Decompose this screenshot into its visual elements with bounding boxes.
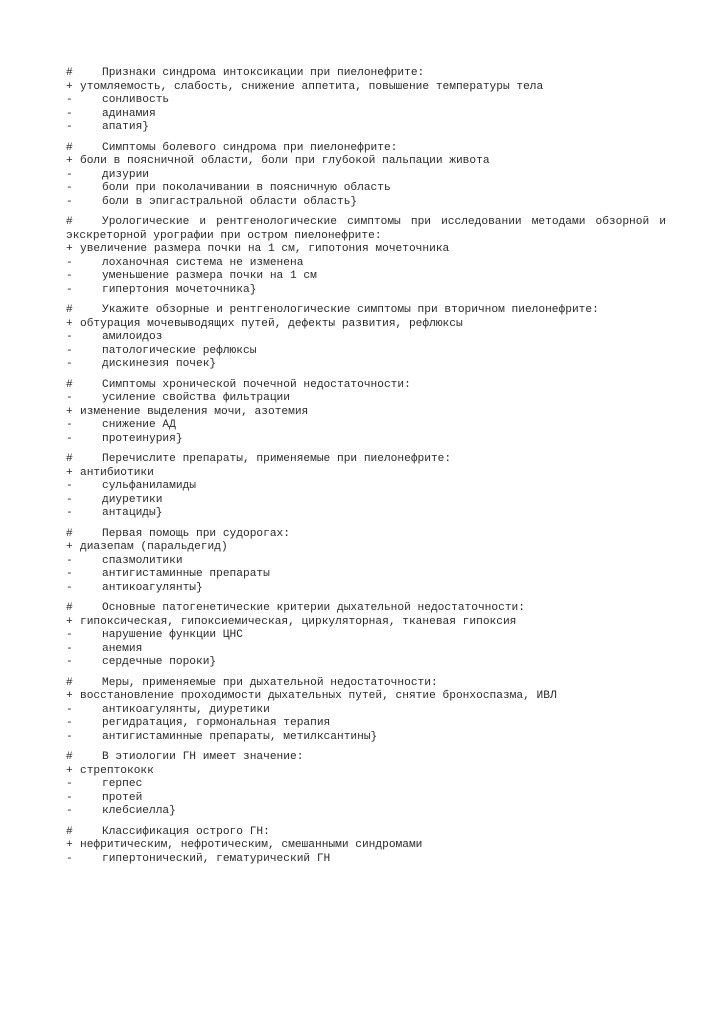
- question-block: [66, 379, 666, 447]
- wrong-marker: -: [66, 256, 73, 269]
- wrong-marker: -: [66, 182, 73, 194]
- correct-answer: [66, 541, 666, 555]
- wrong-answer: [66, 433, 666, 447]
- correct-answer: [66, 406, 666, 420]
- question-line: [66, 528, 666, 542]
- answer-text: боли при поколачивании в поясничную область: [102, 182, 391, 194]
- wrong-marker: -: [66, 480, 73, 492]
- answer-text: патологические рефлюксы: [102, 344, 257, 357]
- question-marker: #: [66, 602, 73, 614]
- answer-text: антибиотики: [80, 466, 154, 479]
- correct-answer: [66, 318, 666, 332]
- wrong-marker: -: [66, 805, 73, 817]
- wrong-marker: -: [66, 852, 73, 865]
- question-text: Перечислите препараты, применяемые при пиелонефрите:: [102, 453, 452, 465]
- question-block: [66, 826, 666, 867]
- question-marker: #: [66, 453, 73, 465]
- wrong-marker: -: [66, 168, 73, 181]
- correct-answer: [66, 765, 666, 779]
- answer-text: протей: [102, 791, 143, 804]
- wrong-marker: -: [66, 331, 73, 343]
- answer-text: диуретики: [102, 493, 163, 506]
- answer-text: сульфаниламиды: [102, 480, 196, 492]
- question-line: [66, 142, 666, 156]
- answer-text: усиление свойства фильтрации: [102, 392, 290, 404]
- question-text: Классификация острого ГН:: [102, 825, 270, 838]
- answer-text: протеинурия}: [102, 432, 183, 445]
- answer-text: антикоагулянты}: [102, 581, 203, 594]
- wrong-marker: -: [66, 344, 73, 357]
- wrong-answer: [66, 182, 666, 196]
- question-line: [66, 826, 666, 840]
- wrong-marker: -: [66, 703, 73, 716]
- question-marker: #: [66, 378, 73, 391]
- question-text: Признаки синдрома интоксикации при пиелонефрите:: [102, 67, 425, 79]
- question-text: Основные патогенетические критерии дыхательной недостаточности:: [102, 602, 525, 614]
- wrong-marker: -: [66, 656, 73, 668]
- question-text: Симптомы болевого синдрома при пиелонефрите:: [102, 141, 398, 154]
- wrong-answer: [66, 643, 666, 657]
- question-marker: #: [66, 751, 73, 763]
- answer-text: апатия}: [102, 121, 149, 133]
- correct-answer: [66, 467, 666, 481]
- wrong-marker: -: [66, 717, 73, 729]
- wrong-marker: -: [66, 358, 73, 370]
- question-block: [66, 67, 666, 135]
- document-page: [66, 67, 666, 873]
- question-marker: #: [66, 676, 73, 689]
- correct-marker: +: [66, 615, 73, 628]
- answer-text: спазмолитики: [102, 554, 183, 567]
- wrong-marker: -: [66, 730, 73, 743]
- question-block: [66, 528, 666, 596]
- answer-text: боли в поясничной области, боли при глубокой пальпации живота: [80, 155, 490, 167]
- correct-marker: +: [66, 764, 73, 777]
- correct-marker: +: [66, 690, 73, 702]
- correct-answer: [66, 243, 666, 257]
- question-text: Первая помощь при судорогах:: [102, 527, 290, 540]
- answer-text: сердечные пороки}: [102, 656, 217, 668]
- wrong-marker: -: [66, 432, 73, 445]
- question-block: [66, 304, 666, 372]
- wrong-answer: [66, 169, 666, 183]
- question-marker: #: [66, 527, 73, 540]
- wrong-marker: -: [66, 121, 73, 133]
- question-block: [66, 677, 666, 745]
- wrong-answer: [66, 555, 666, 569]
- question-marker: #: [66, 304, 73, 316]
- wrong-answer: [66, 805, 666, 819]
- question-line: [66, 677, 666, 691]
- question-line: [66, 602, 666, 616]
- correct-marker: +: [66, 541, 73, 553]
- answer-text: амилоидоз: [102, 331, 163, 343]
- answer-text: регидратация, гормональная терапия: [102, 717, 331, 729]
- wrong-answer: [66, 94, 666, 108]
- answer-text: сонливость: [102, 94, 170, 106]
- answer-text: гипоксическая, гипоксиемическая, циркуляторная, тканевая гипоксия: [80, 615, 517, 628]
- answer-text: утомляемость, слабость, снижение аппетита, повышение температуры тела: [80, 80, 544, 93]
- question-block: [66, 751, 666, 819]
- wrong-marker: -: [66, 392, 73, 404]
- answer-text: лоханочная система не изменена: [102, 256, 304, 269]
- wrong-marker: -: [66, 791, 73, 804]
- wrong-answer: [66, 853, 666, 867]
- wrong-answer: [66, 731, 666, 745]
- question-line: [66, 379, 666, 393]
- answer-text: антигистаминные препараты, метилксантины}: [102, 730, 378, 743]
- answer-text: антациды}: [102, 507, 163, 519]
- question-text: Урологические и рентгенологические симптомы при исследовании методами обзорной и экскреторной урографии при остром пиелонефрите:: [66, 216, 666, 242]
- correct-marker: +: [66, 466, 73, 479]
- wrong-answer: [66, 345, 666, 359]
- question-block: [66, 216, 666, 297]
- wrong-marker: -: [66, 629, 73, 641]
- question-block: [66, 453, 666, 521]
- question-line: [66, 751, 666, 765]
- wrong-answer: [66, 704, 666, 718]
- correct-marker: +: [66, 317, 73, 330]
- wrong-answer: [66, 108, 666, 122]
- answer-text: снижение АД: [102, 419, 176, 431]
- answer-text: боли в эпигастральной области область}: [102, 195, 358, 208]
- wrong-answer: [66, 257, 666, 271]
- wrong-marker: -: [66, 568, 73, 580]
- wrong-answer: [66, 284, 666, 298]
- wrong-answer: [66, 331, 666, 345]
- wrong-marker: -: [66, 778, 73, 790]
- question-block: [66, 142, 666, 210]
- question-marker: #: [66, 825, 73, 838]
- wrong-answer: [66, 196, 666, 210]
- wrong-marker: -: [66, 195, 73, 208]
- answer-text: герпес: [102, 778, 143, 790]
- wrong-answer: [66, 568, 666, 582]
- correct-answer: [66, 690, 666, 704]
- question-text: Меры, применяемые при дыхательной недостаточности:: [102, 676, 438, 689]
- correct-answer: [66, 616, 666, 630]
- correct-answer: [66, 839, 666, 853]
- wrong-marker: -: [66, 554, 73, 567]
- wrong-marker: -: [66, 507, 73, 519]
- question-marker: #: [66, 216, 73, 228]
- question-line: [66, 67, 666, 81]
- wrong-marker: -: [66, 283, 73, 296]
- wrong-answer: [66, 358, 666, 372]
- wrong-answer: [66, 629, 666, 643]
- wrong-answer: [66, 656, 666, 670]
- wrong-answer: [66, 121, 666, 135]
- wrong-answer: [66, 778, 666, 792]
- correct-answer: [66, 81, 666, 95]
- wrong-marker: -: [66, 581, 73, 594]
- answer-text: антикоагулянты, диуретики: [102, 703, 270, 716]
- answer-text: анемия: [102, 642, 143, 655]
- wrong-answer: [66, 419, 666, 433]
- correct-marker: +: [66, 405, 73, 418]
- wrong-marker: -: [66, 493, 73, 506]
- wrong-answer: [66, 480, 666, 494]
- wrong-answer: [66, 392, 666, 406]
- answer-text: гипертония мочеточника}: [102, 283, 257, 296]
- question-text: В этиологии ГН имеет значение:: [102, 751, 304, 763]
- question-text: Симптомы хронической почечной недостаточности:: [102, 378, 411, 391]
- question-marker: #: [66, 141, 73, 154]
- wrong-answer: [66, 582, 666, 596]
- answer-text: адинамия: [102, 107, 156, 120]
- answer-text: клебсиелла}: [102, 805, 176, 817]
- correct-answer: [66, 155, 666, 169]
- wrong-answer: [66, 717, 666, 731]
- answer-text: нефритическим, нефротическим, смешанными синдромами: [80, 839, 423, 851]
- correct-marker: +: [66, 155, 73, 167]
- wrong-answer: [66, 270, 666, 284]
- answer-text: уменьшение размера почки на 1 см: [102, 270, 317, 282]
- wrong-answer: [66, 792, 666, 806]
- question-line: [66, 304, 666, 318]
- answer-text: гипертонический, гематурический ГН: [102, 852, 331, 865]
- correct-marker: +: [66, 80, 73, 93]
- question-text: Укажите обзорные и рентгенологические симптомы при вторичном пиелонефрите:: [102, 304, 599, 316]
- answer-text: дизурии: [102, 168, 149, 181]
- answer-text: восстановление проходимости дыхательных путей, снятие бронхоспазма, ИВЛ: [80, 690, 557, 702]
- wrong-marker: -: [66, 270, 73, 282]
- answer-text: стрептококк: [80, 764, 154, 777]
- wrong-marker: -: [66, 419, 73, 431]
- answer-text: диазепам (паральдегид): [80, 541, 228, 553]
- question-line: [66, 453, 666, 467]
- answer-text: нарушение функции ЦНС: [102, 629, 243, 641]
- answer-text: увеличение размера почки на 1 см, гипотония мочеточника: [80, 243, 450, 255]
- wrong-marker: -: [66, 107, 73, 120]
- wrong-answer: [66, 494, 666, 508]
- answer-text: антигистаминные препараты: [102, 568, 270, 580]
- wrong-marker: -: [66, 642, 73, 655]
- correct-marker: +: [66, 243, 73, 255]
- question-block: [66, 602, 666, 670]
- question-line: [66, 216, 666, 243]
- answer-text: дискинезия почек}: [102, 358, 217, 370]
- correct-marker: +: [66, 839, 73, 851]
- answer-text: изменение выделения мочи, азотемия: [80, 405, 309, 418]
- wrong-marker: -: [66, 94, 73, 106]
- wrong-answer: [66, 507, 666, 521]
- question-marker: #: [66, 67, 73, 79]
- answer-text: обтурация мочевыводящих путей, дефекты развития, рефлюксы: [80, 317, 463, 330]
